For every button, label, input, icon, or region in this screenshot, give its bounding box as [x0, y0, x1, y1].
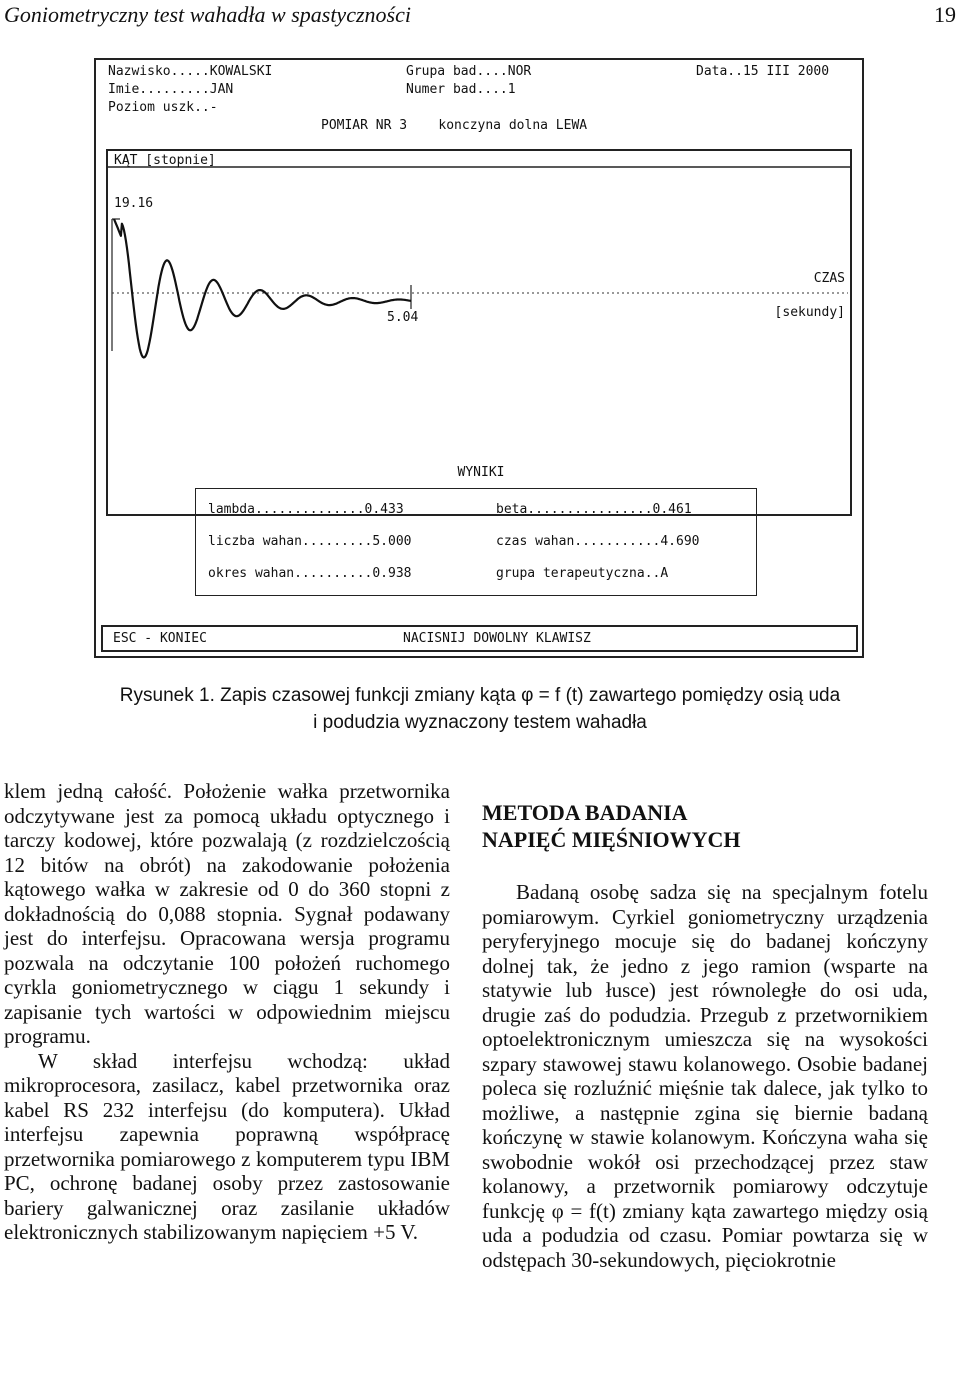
result-lambda: lambda..............0.433	[208, 502, 404, 517]
field-nazwisko: Nazwisko.....KOWALSKI	[108, 64, 273, 79]
status-esc-koniec: ESC - KONIEC	[113, 631, 207, 646]
results-panel	[195, 488, 757, 596]
result-okres-wahan: okres wahan..........0.938	[208, 566, 412, 581]
program-screen-figure	[94, 58, 864, 658]
result-grupa-terapeutyczna: grupa terapeutyczna..A	[496, 566, 669, 581]
end-time-label: 5.04	[387, 310, 419, 325]
caption-line-1: Rysunek 1. Zapis czasowej funkcji zmiany kąta φ = f (t) zawartego pomiędzy osią uda	[119, 685, 841, 706]
angle-time-plot	[106, 149, 852, 516]
status-bar	[101, 625, 858, 652]
x-axis-label-sekundy: [sekundy]	[774, 305, 845, 320]
results-title: WYNIKI	[457, 465, 505, 480]
y-axis-label: KĄT [stopnie]	[114, 153, 216, 168]
body-column-left	[4, 779, 450, 1245]
result-beta: beta................0.461	[496, 502, 692, 517]
paragraph-left-1: klem jedną całość. Położenie wałka przetwornika odczytywane jest za pomocą układu optycznego i tarczy kodowej, które pozwalają (z rozdzielczością 12 bitów na obrót) na zakodowanie położenia kątowego wałka w zakresie od 0 do 360 stopni z dokładnością do 0,088 stopnia. Sygnał podawany jest do interfejsu. Opracowana wersja programu pozwala na odczytanie 100 położeń ruchomego cyrkla goniometrycznego w ciągu 1 sekundy i zapisanie tych wartości w odpowiednim miejscu programu.	[4, 779, 450, 1048]
field-data: Data..15 III 2000	[696, 64, 830, 79]
page-number: 19	[934, 2, 956, 27]
running-title: Goniometryczny test wahadła w spastyczności	[4, 2, 411, 27]
plot-canvas	[108, 151, 850, 514]
figure-caption	[100, 682, 860, 736]
paragraph-right-1: Badaną osobę sadza się na specjalnym fotelu pomiarowym. Cyrkiel goniometryczny urządzenia peryferyjnego mocuje się do badanej kończyny dolnej tak, że jedno z jego ramion (wsparte na statywie lub łusce) jest równoległe do osi uda, drugie zaś do podudzia. Przegub z przetwornikiem optoelektronicznym umieszcza się na wysokości szpary stawowej stawu kolanowego. Osobie badanej poleca się rozluźnić mięśnie tak dalece, jak tylko to możliwe, a następnie zgina się biernie badaną kończynę w stawie kolanowym. Kończyna waha się swobodnie wokół osi przechodzącej przez staw kolanowy, a przetwornik pomiarowy odczytuje funkcję φ = f(t) zmiany kąta zawartego między osią uda a podudzia od czasu. Pomiar powtarza się w odstępach 30-sekundowych, pięciokrotnie	[482, 880, 928, 1272]
field-grupa-bad: Grupa bad....NOR	[406, 64, 532, 79]
x-axis-label-czas: CZAS	[813, 271, 845, 286]
running-head	[4, 2, 956, 30]
field-poziom-uszk: Poziom uszk..-	[108, 100, 218, 115]
y-max-label: 19.16	[114, 196, 154, 211]
field-imie: Imie.........JAN	[108, 82, 234, 97]
section-heading-line-1: METODA BADANIA	[482, 800, 688, 825]
section-heading-line-2: NAPIĘĆ MIĘŚNIOWYCH	[482, 827, 741, 852]
result-liczba-wahan: liczba wahan.........5.000	[208, 534, 412, 549]
caption-line-2: i podudzia wyznaczony testem wahadła	[313, 712, 647, 733]
section-heading	[482, 799, 928, 853]
paragraph-left-2: W skład interfejsu wchodzą: układ mikroprocesora, zasilacz, kabel przetwornika oraz kabel RS 232 interfejsu (do komputera). Układ interfejsu zapewnia poprawną współpracę przetwornika pomiarowego z komputerem typu IBM PC, ochronę badanej osoby przez zastosowanie bariery galwanicznej oraz zasilanie układów elektronicznych stabilizowanym napięciem +5 V.	[4, 1048, 450, 1244]
result-czas-wahan: czas wahan...........4.690	[496, 534, 700, 549]
body-column-right	[482, 799, 928, 1272]
status-press-any-key: NACISNIJ DOWOLNY KLAWISZ	[403, 631, 591, 646]
oscillation-curve	[114, 219, 411, 358]
field-pomiar: POMIAR NR 3 konczyna dolna LEWA	[321, 118, 588, 133]
field-numer-bad: Numer bad....1	[406, 82, 516, 97]
